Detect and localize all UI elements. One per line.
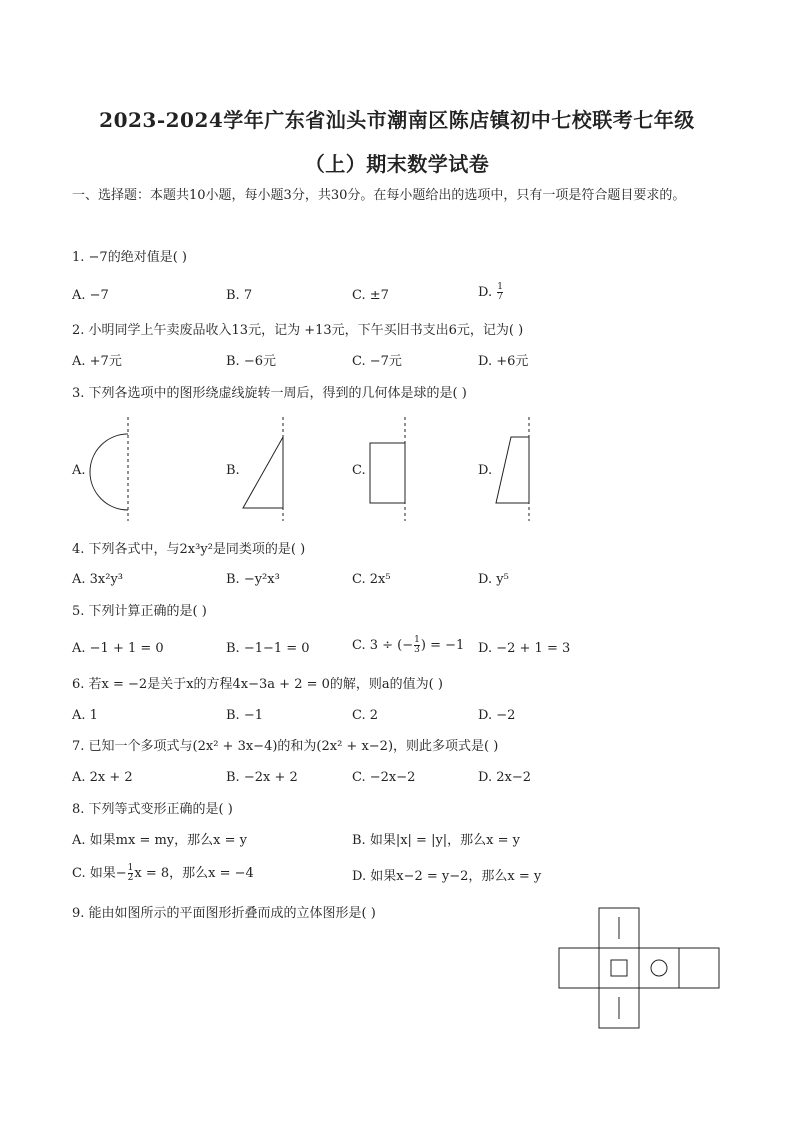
q8-c-suffix: x = 8，那么x = −4 xyxy=(134,866,254,881)
q5-c-prefix: C. 3 ÷ (− xyxy=(352,638,414,653)
q2-option-a: A. +7元 xyxy=(72,354,122,369)
net-circle-icon xyxy=(651,960,667,976)
q6-option-c: C. 2 xyxy=(352,708,379,723)
q1-option-a: A. −7 xyxy=(72,288,109,303)
q2-option-b: B. −6元 xyxy=(226,354,276,369)
q8-c-denominator: 2 xyxy=(127,873,134,883)
q2-option-d: D. +6元 xyxy=(478,354,529,369)
q6-option-b: B. −1 xyxy=(226,708,263,723)
net-square-left xyxy=(559,948,599,988)
q1-option-d-prefix: D. xyxy=(478,285,497,300)
q1-option-c: C. ±7 xyxy=(352,288,389,303)
net-square-right xyxy=(639,948,679,988)
q2-option-c: C. −7元 xyxy=(352,354,402,369)
q3-stem: 3. 下列各选项中的图形绕虚线旋转一周后，得到的几何体是球的是( ) xyxy=(72,386,467,401)
q6-option-a: A. 1 xyxy=(72,708,98,723)
q1-option-b: B. 7 xyxy=(226,288,253,303)
q4-option-b: B. −y²x³ xyxy=(226,572,280,587)
q3-option-a-label: A. xyxy=(72,463,86,478)
net-square-center xyxy=(599,948,639,988)
q6-stem: 6. 若x = −2是关于x的方程4x−3a + 2 = 0的解，则a的值为( ) xyxy=(72,677,443,692)
q5-option-d: D. −2 + 1 = 3 xyxy=(478,641,571,656)
q9-stem: 9. 能由如图所示的平面图形折叠而成的立体图形是( ) xyxy=(72,906,376,921)
q5-c-numerator: 1 xyxy=(414,635,420,645)
q1-stem: 1. −7的绝对值是( ) xyxy=(72,250,187,265)
section-instructions: 一、选择题：本题共10小题，每小题3分，共30分。在每小题给出的选项中，只有一项是符合题目要求的。 xyxy=(72,188,686,203)
q3-option-c-label: C. xyxy=(352,463,366,478)
net-small-square-icon xyxy=(611,960,627,976)
q8-stem: 8. 下列等式变形正确的是( ) xyxy=(72,802,233,817)
q8-c-numerator: 1 xyxy=(127,863,134,873)
q7-stem: 7. 已知一个多项式与(2x² + 3x−4)的和为(2x² + x−2)，则此多项式是( ) xyxy=(72,739,499,754)
q3-option-b-label: B. xyxy=(226,463,240,478)
q5-c-denominator: 3 xyxy=(414,645,420,655)
q4-option-c: C. 2x⁵ xyxy=(352,572,391,587)
net-square-far-right xyxy=(679,948,719,988)
q7-option-b: B. −2x + 2 xyxy=(226,770,298,785)
q7-option-c: C. −2x−2 xyxy=(352,770,416,785)
q8-c-prefix: C. 如果− xyxy=(72,866,127,881)
q5-stem: 5. 下列计算正确的是( ) xyxy=(72,604,207,619)
q8-option-b: B. 如果|x| = |y|，那么x = y xyxy=(352,833,521,848)
paper-title-line1: 2023-2024学年广东省汕头市潮南区陈店镇初中七校联考七年级 xyxy=(99,108,695,132)
q5-option-b: B. −1−1 = 0 xyxy=(226,641,310,656)
paper-title-line2: （上）期末数学试卷 xyxy=(304,152,490,176)
q7-option-a: A. 2x + 2 xyxy=(72,770,133,785)
q4-option-d: D. y⁵ xyxy=(478,572,509,587)
q1-d-denominator: 7 xyxy=(497,292,503,302)
q6-option-d: D. −2 xyxy=(478,708,516,723)
q8-option-d: D. 如果x−2 = y−2，那么x = y xyxy=(352,869,542,884)
q5-c-suffix: ) = −1 xyxy=(420,638,465,653)
q2-stem: 2. 小明同学上午卖废品收入13元，记为 +13元，下午买旧书支出6元，记为( ) xyxy=(72,323,524,338)
q1-d-numerator: 1 xyxy=(497,282,503,292)
q8-option-a: A. 如果mx = my，那么x = y xyxy=(72,833,247,848)
q7-option-d: D. 2x−2 xyxy=(478,770,531,785)
q4-option-a: A. 3x²y³ xyxy=(72,572,124,587)
q3-option-d-label: D. xyxy=(478,463,493,478)
q4-stem: 4. 下列各式中，与2x³y²是同类项的是( ) xyxy=(72,542,306,557)
q5-option-a: A. −1 + 1 = 0 xyxy=(72,641,164,656)
